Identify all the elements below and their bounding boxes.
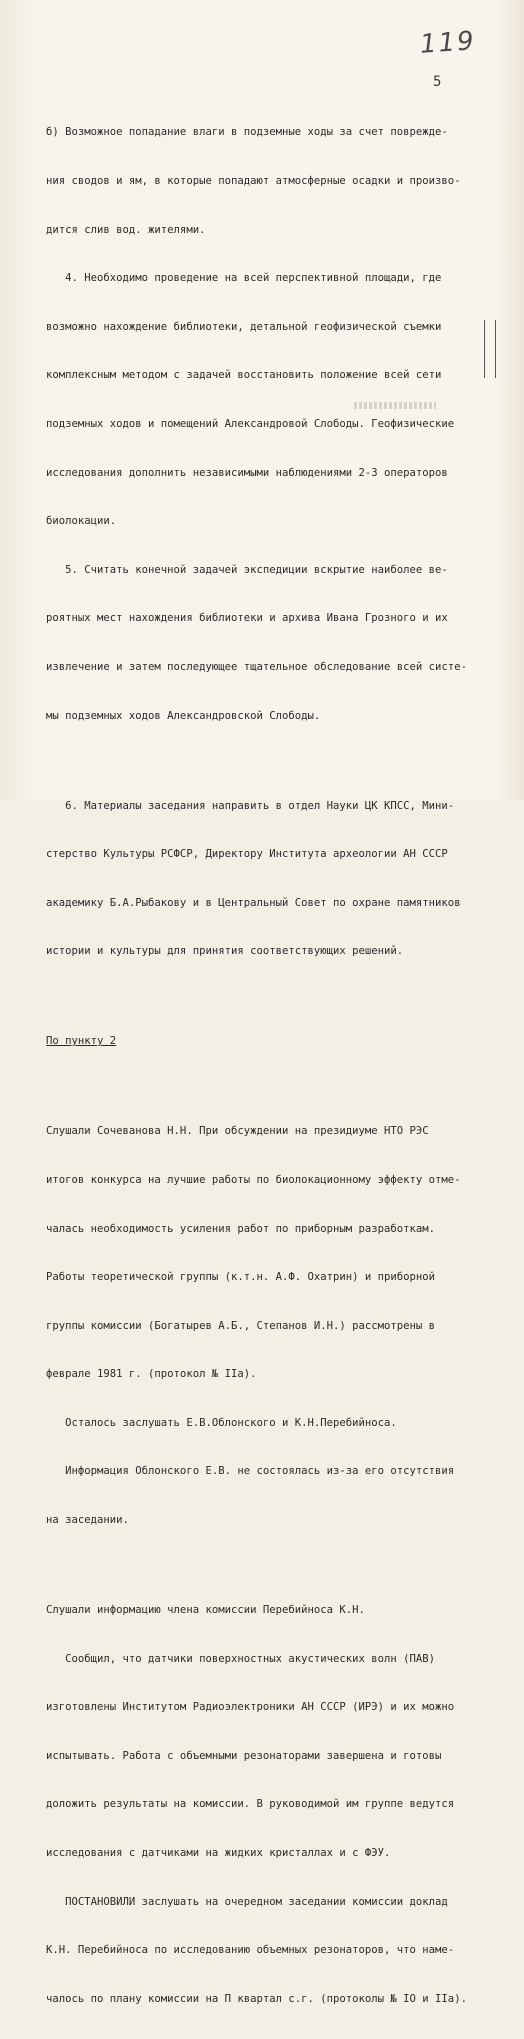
body-line: 5. Считать конечной задачей экспедиции вскрытие наиболее ве- [46,563,448,576]
body-line: Сообщил, что датчики поверхностных акустических волн (ПАВ) [46,1652,436,1665]
body-line: чалось по плану комиссии на П квартал с.г. (протоколы № IO и IIа). [46,1992,467,2005]
section-heading: По пункту 2 [46,1035,117,1048]
body-line: Осталось заслушать Е.В.Облонского и К.Н.Перебийноса. [46,1416,397,1429]
body-line: исследования с датчиками на жидких кристаллах и с ФЭУ. [46,1847,391,1860]
body-line: исследования дополнить независимыми наблюдениями 2-3 операторов [46,466,448,479]
body-line: на заседании. [46,1514,129,1527]
body-line: ПОСТАНОВИЛИ заслушать на очередном заседании комиссии доклад [46,1895,448,1908]
body-line: Слушали информацию члена комиссии Перебийноса К.Н. [46,1604,365,1617]
body-line: биолокации. [46,515,117,528]
body-line: испытывать. Работа с объемными резонаторами завершена и готовы [46,1749,442,1762]
body-line: группы комиссии (Богатырев А.Б., Степанов И.Н.) рассмотрены в [46,1319,436,1332]
body-line: извлечение и затем последующее тщательное обследование всей систе- [46,660,467,673]
body-line: феврале 1981 г. (протокол № IIа). [46,1368,257,1381]
body-line: стерство Культуры РСФСР, Директору Института археологии АН СССР [46,848,448,861]
body-line: ния сводов и ям, в которые попадают атмосферные осадки и произво- [46,175,461,187]
body-line: Работы теоретической группы (к.т.н. А.Ф. Охатрин) и приборной [46,1271,436,1284]
body-line: Слушали Сочеванова Н.Н. При обсуждении на президиуме НТО РЭС [46,1125,429,1138]
body-line: мы подземных ходов Александровской Слободы. [46,709,321,722]
archive-number: 119 [419,26,477,60]
document-body [46,92,486,2039]
body-line: 6. Материалы заседания направить в отдел Науки ЦК КПСС, Мини- [46,799,455,812]
page-number: 5 [433,74,442,90]
body-line: доложить результаты на комиссии. В руководимой им группе ведутся [46,1798,455,1811]
body-line: изготовлены Институтом Радиоэлектроники АН СССР (ИРЭ) и их можно [46,1701,455,1714]
body-line: роятных мест нахождения библиотеки и архива Ивана Грозного и их [46,612,448,625]
body-line: комплексным методом с задачей восстановить положение всей сети [46,369,442,382]
body-line: чалась необходимость усиления работ по приборным разработкам. [46,1222,436,1235]
body-line: академику Б.А.Рыбакову и в Центральный Совет по охране памятников [46,896,461,909]
body-line: 4. Необходимо проведение на всей перспективной площади, где [46,272,442,285]
body-line: возможно нахождение библиотеки, детальной геофизической съемки [46,320,442,333]
body-line: истории и культуры для принятия соответствующих решений. [46,945,404,958]
body-line: Информация Облонского Е.В. не состоялась из-за его отсутствия [46,1465,455,1478]
body-line: итогов конкурса на лучшие работы по биолокационному эффекту отме- [46,1173,461,1186]
body-line: К.Н. Перебийноса по исследованию объемных резонаторов, что намe- [46,1944,455,1957]
body-line: б) Возможное попадание влаги в подземные ходы за счет поврежде- [46,126,448,139]
body-line: дится слив вод. жителями. [46,223,206,236]
body-line: подземных ходов и помещений Александровой Слободы. Геофизические [46,417,455,430]
